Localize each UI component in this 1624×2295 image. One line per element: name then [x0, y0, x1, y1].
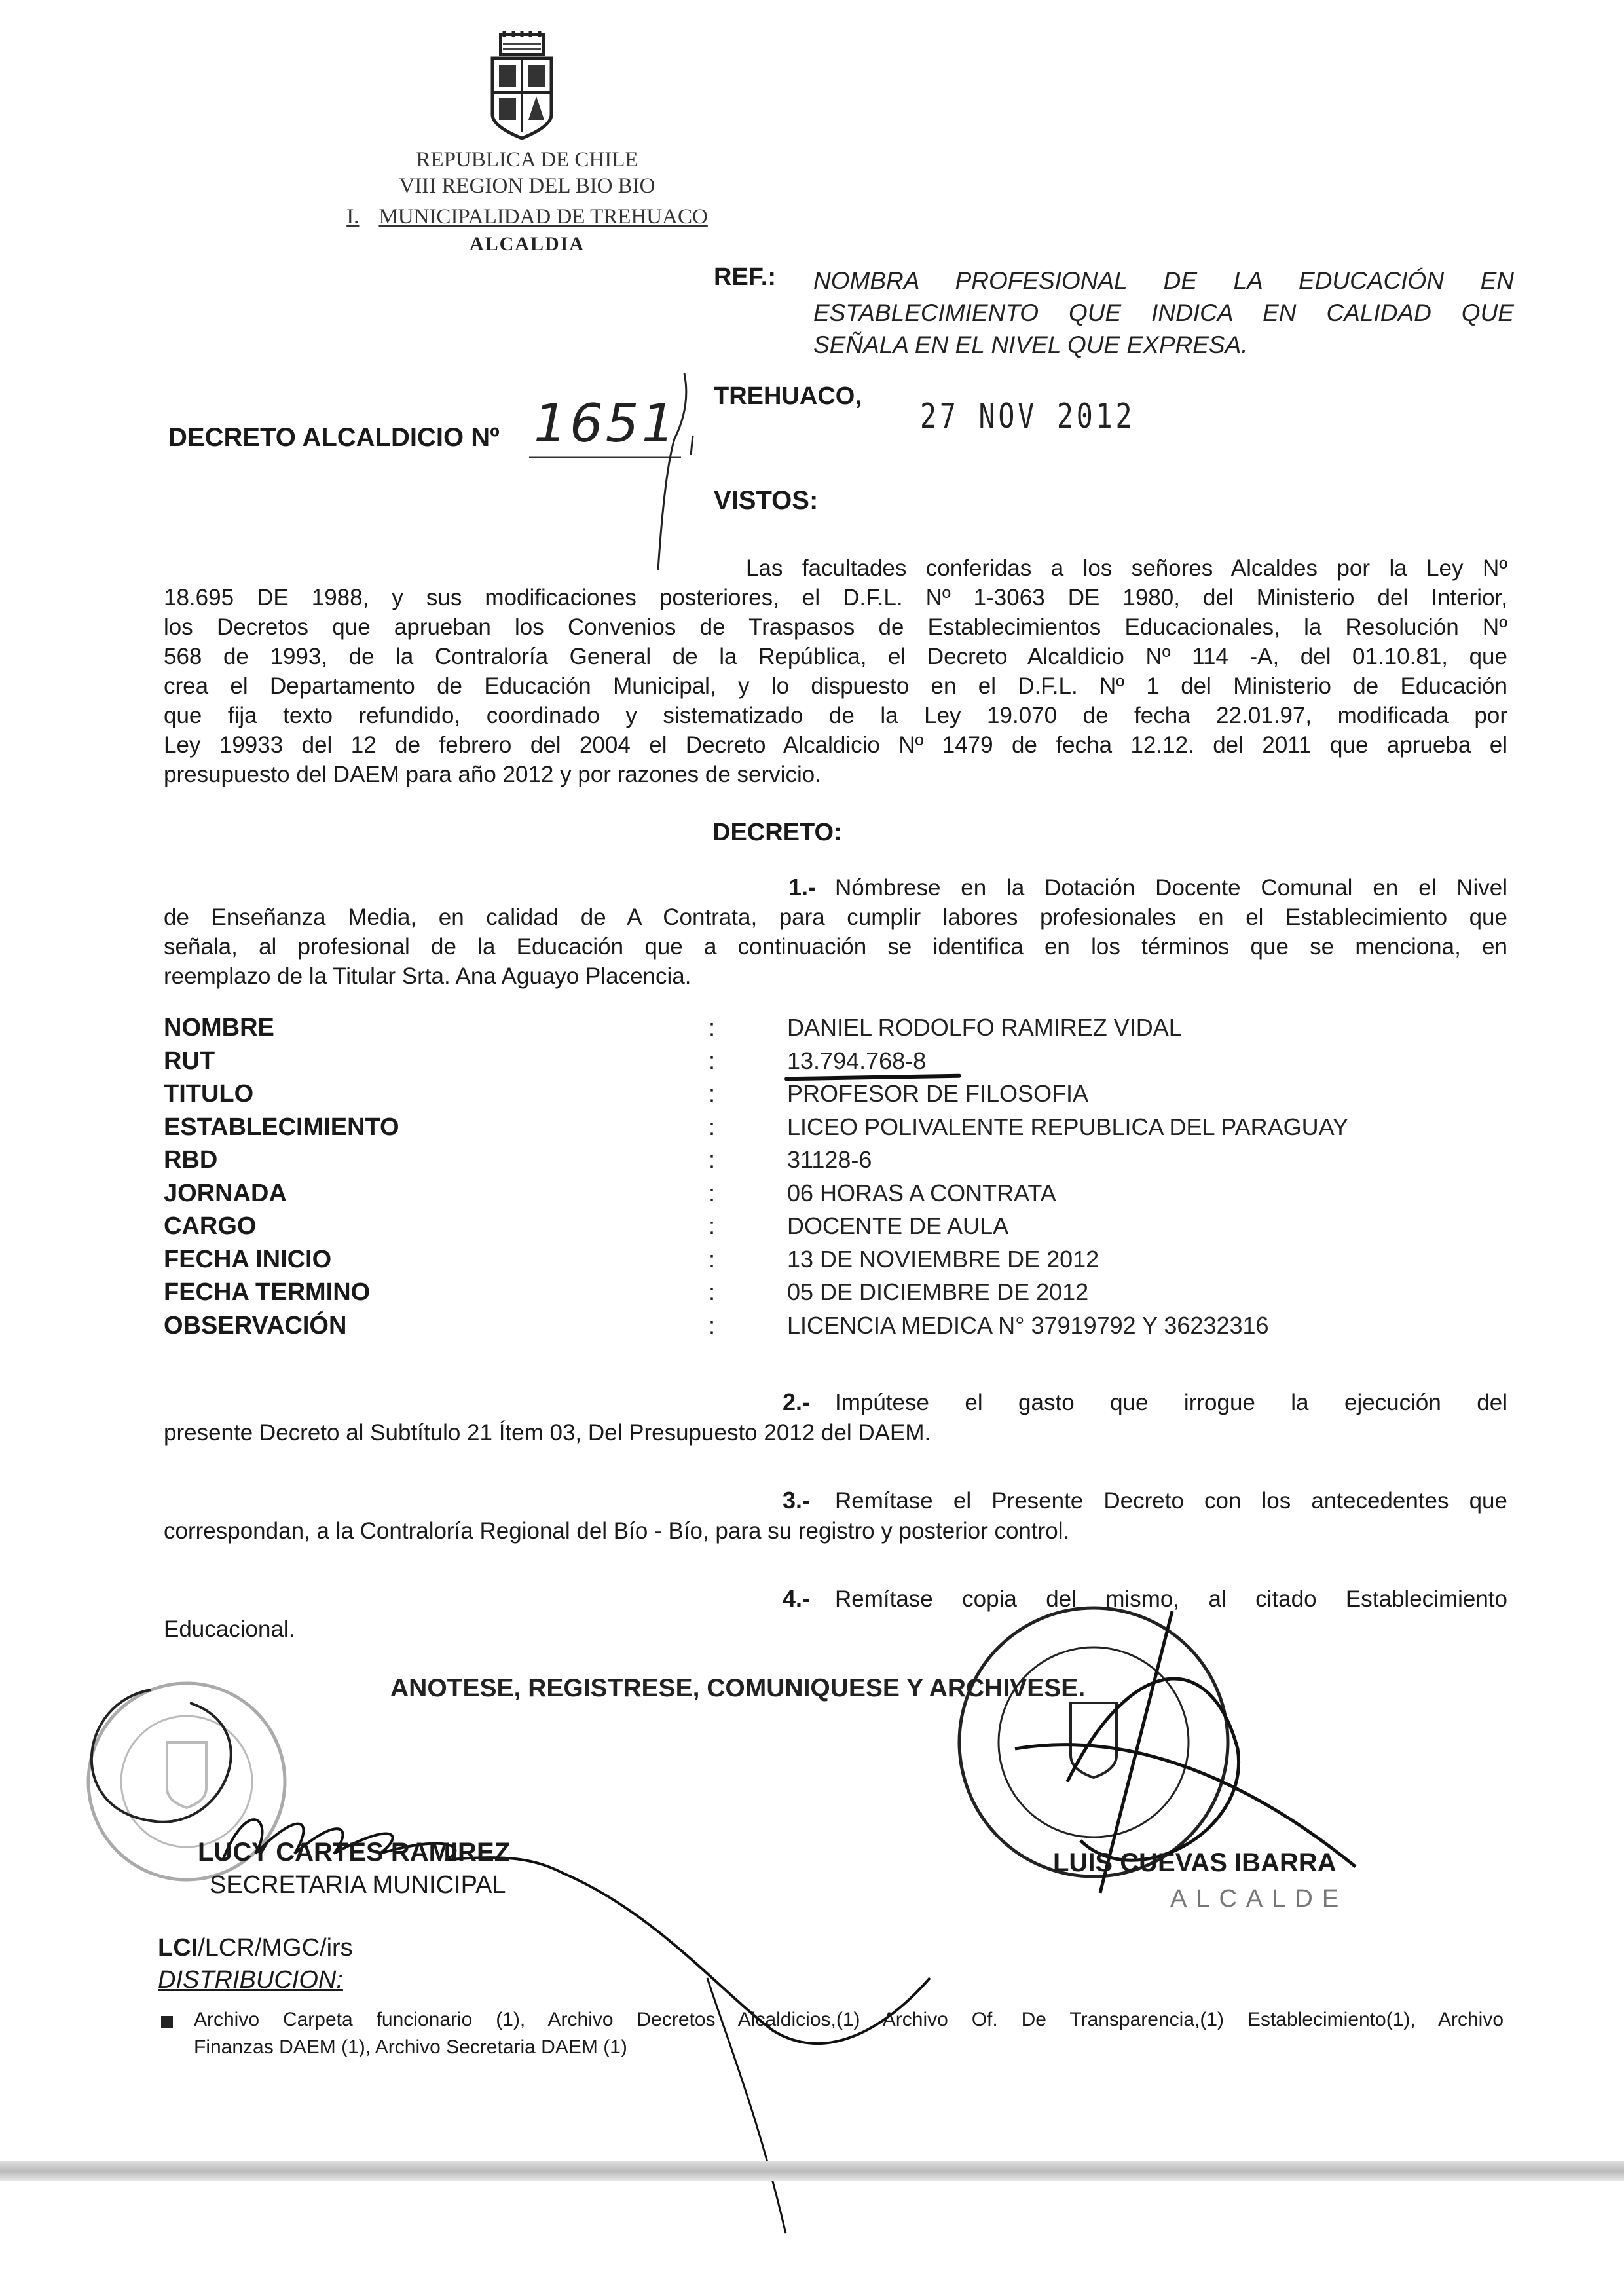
detail-colon: :: [709, 1311, 716, 1339]
detail-colon: :: [709, 1080, 716, 1107]
detail-colon: :: [709, 1278, 716, 1305]
detail-colon: :: [709, 1146, 716, 1173]
detail-value: 31128-6: [787, 1146, 872, 1173]
detail-colon: :: [709, 1179, 716, 1206]
article-2-line: Impútese el gasto que irrogue la ejecución del: [835, 1390, 1507, 1415]
coat-of-arms-icon: [487, 29, 557, 140]
article-1-line: de Enseñanza Media, en calidad de A Contrata, para cumplir labores profesionales en el Establecimiento que: [164, 905, 1507, 930]
detail-row: [164, 1278, 1539, 1311]
vistos-line: 18.695 DE 1988, y sus modificaciones posteriores, el D.F.L. Nº 1-3063 DE 1980, del Ministerio del Interior,: [164, 585, 1507, 610]
ref-text: [813, 265, 1514, 361]
article-3-number: 3.-: [783, 1487, 811, 1514]
detail-label: FECHA INICIO: [164, 1245, 332, 1273]
article-1-line: señala, al profesional de la Educación que a continuación se identifica en los términos que se menciona, en: [164, 934, 1507, 960]
secretary-title: SECRETARIA MUNICIPAL: [210, 1871, 506, 1899]
header-region: VIII REGION DEL BIO BIO: [399, 174, 655, 198]
decreto-heading: DECRETO:: [712, 819, 842, 846]
article-4-line: Remítase copia del mismo, al citado Establecimiento: [835, 1586, 1507, 1612]
detail-value: LICEO POLIVALENTE REPUBLICA DEL PARAGUAY: [787, 1113, 1348, 1140]
initials-rest: /LCR/MGC/irs: [198, 1934, 353, 1962]
detail-label: NOMBRE: [164, 1014, 274, 1041]
vistos-line: Ley 19933 del 12 de febrero del 2004 el Decreto Alcaldicio Nº 1479 de fecha 12.12. del 2011 que aprueba el: [164, 732, 1507, 758]
header-republic: REPUBLICA DE CHILE: [416, 148, 638, 172]
header-municipality-name: MUNICIPALIDAD DE TREHUACO: [378, 205, 708, 229]
detail-row: [164, 1047, 1539, 1080]
vistos-line: crea el Departamento de Educación Municipal, y lo dispuesto en el D.F.L. Nº 1 del Ministerio de Educación: [164, 673, 1507, 699]
decree-number-underline-mark: [524, 367, 707, 576]
article-1-line: Nómbrese en la Dotación Docente Comunal en el Nivel: [835, 875, 1507, 901]
detail-label: TITULO: [164, 1080, 254, 1108]
vistos-line: Las facultades conferidas a los señores Alcaldes por la Ley Nº: [746, 555, 1507, 581]
detail-value: 13 DE NOVIEMBRE DE 2012: [787, 1245, 1099, 1273]
detail-colon: :: [709, 1212, 716, 1239]
ref-line: ESTABLECIMIENTO QUE INDICA EN CALIDAD QUE: [813, 299, 1514, 326]
detail-value: DANIEL RODOLFO RAMIREZ VIDAL: [787, 1014, 1182, 1041]
detail-colon: :: [709, 1014, 716, 1041]
vistos-line: que fija texto refundido, coordinado y sistematizado de la Ley 19.070 de fecha 22.01.97, modificada por: [164, 703, 1507, 728]
detail-row: [164, 1014, 1539, 1047]
initials: [158, 1934, 353, 1962]
detail-row: [164, 1312, 1539, 1345]
article-2-number: 2.-: [783, 1389, 811, 1415]
distribution-line: Archivo Carpeta funcionario (1), Archivo Decretos Alcaldicios,(1) Archivo Of. De Transparencia,(1) Establecimiento(1), Archivo: [194, 2009, 1504, 2030]
mayor-name: LUIS CUEVAS IBARRA: [1053, 1848, 1337, 1877]
bullet-icon: [161, 2016, 173, 2028]
detail-value: 13.794.768-8: [787, 1047, 927, 1074]
decree-label: DECRETO ALCALDICIO Nº: [168, 423, 500, 452]
detail-label: CARGO: [164, 1212, 257, 1240]
ref-line: SEÑALA EN EL NIVEL QUE EXPRESA.: [813, 331, 1248, 358]
header-municipality: [298, 205, 756, 229]
vistos-line: los Decretos que aprueban los Convenios de Traspasos de Establecimientos Educacionales, la Resolución Nº: [164, 614, 1507, 640]
detail-value: DOCENTE DE AULA: [787, 1212, 1009, 1239]
detail-label: RBD: [164, 1146, 218, 1174]
vistos-line: 568 de 1993, de la Contraloría General de la República, el Decreto Alcaldicio Nº 114 -A, del 01.10.81, que: [164, 644, 1507, 669]
mayor-title: ALCALDE: [1170, 1885, 1348, 1912]
vistos-line: presupuesto del DAEM para año 2012 y por razones de servicio.: [164, 762, 821, 787]
detail-label: RUT: [164, 1047, 215, 1075]
article-1-number: 1.-: [788, 874, 817, 901]
detail-label: JORNADA: [164, 1179, 287, 1207]
article-3-line: Remítase el Presente Decreto con los antecedentes que: [835, 1488, 1507, 1514]
distribution-label: DISTRIBUCION:: [158, 1966, 343, 1994]
place: TREHUACO,: [714, 382, 862, 410]
detail-label: ESTABLECIMIENTO: [164, 1113, 399, 1141]
ref-line: NOMBRA PROFESIONAL DE LA EDUCACIÓN EN: [813, 267, 1514, 294]
header-alcaldia: ALCALDIA: [469, 233, 585, 255]
detail-row: [164, 1180, 1539, 1212]
detail-row: [164, 1113, 1539, 1146]
date-stamp: 27 NOV 2012: [920, 397, 1135, 436]
decree-number: 1651: [534, 393, 678, 454]
detail-label: OBSERVACIÓN: [164, 1311, 347, 1339]
detail-row: [164, 1212, 1539, 1245]
detail-colon: :: [709, 1047, 716, 1074]
ref-label: REF.:: [714, 263, 776, 291]
scan-edge: [0, 2161, 1624, 2181]
article-4-line: Educacional.: [164, 1616, 295, 1642]
secretary-name: LUCY CARTES RAMIREZ: [198, 1838, 511, 1867]
detail-row: [164, 1080, 1539, 1113]
detail-colon: :: [709, 1245, 716, 1273]
closing-formula: ANOTESE, REGISTRESE, COMUNIQUESE Y ARCHIVESE.: [390, 1674, 1086, 1702]
detail-value: PROFESOR DE FILOSOFIA: [787, 1080, 1089, 1107]
vistos-label: VISTOS:: [714, 486, 819, 515]
article-4-number: 4.-: [783, 1585, 811, 1612]
detail-value: 06 HORAS A CONTRATA: [787, 1179, 1056, 1206]
detail-row: [164, 1146, 1539, 1179]
detail-value: 05 DE DICIEMBRE DE 2012: [787, 1278, 1089, 1305]
detail-value: LICENCIA MEDICA N° 37919792 Y 36232316: [787, 1311, 1269, 1339]
header-prefix: I.: [346, 205, 360, 229]
detail-colon: :: [709, 1113, 716, 1140]
detail-label: FECHA TERMINO: [164, 1278, 371, 1306]
article-1-line: reemplazo de la Titular Srta. Ana Aguayo Placencia.: [164, 963, 692, 989]
article-2-line: presente Decreto al Subtítulo 21 Ítem 03, Del Presupuesto 2012 del DAEM.: [164, 1420, 931, 1446]
article-3-line: correspondan, a la Contraloría Regional del Bío - Bío, para su registro y posterior control.: [164, 1518, 1070, 1544]
distribution-line: Finanzas DAEM (1), Archivo Secretaria DAEM (1): [194, 2036, 627, 2058]
detail-row: [164, 1246, 1539, 1278]
initials-bold: LCI: [158, 1934, 198, 1962]
